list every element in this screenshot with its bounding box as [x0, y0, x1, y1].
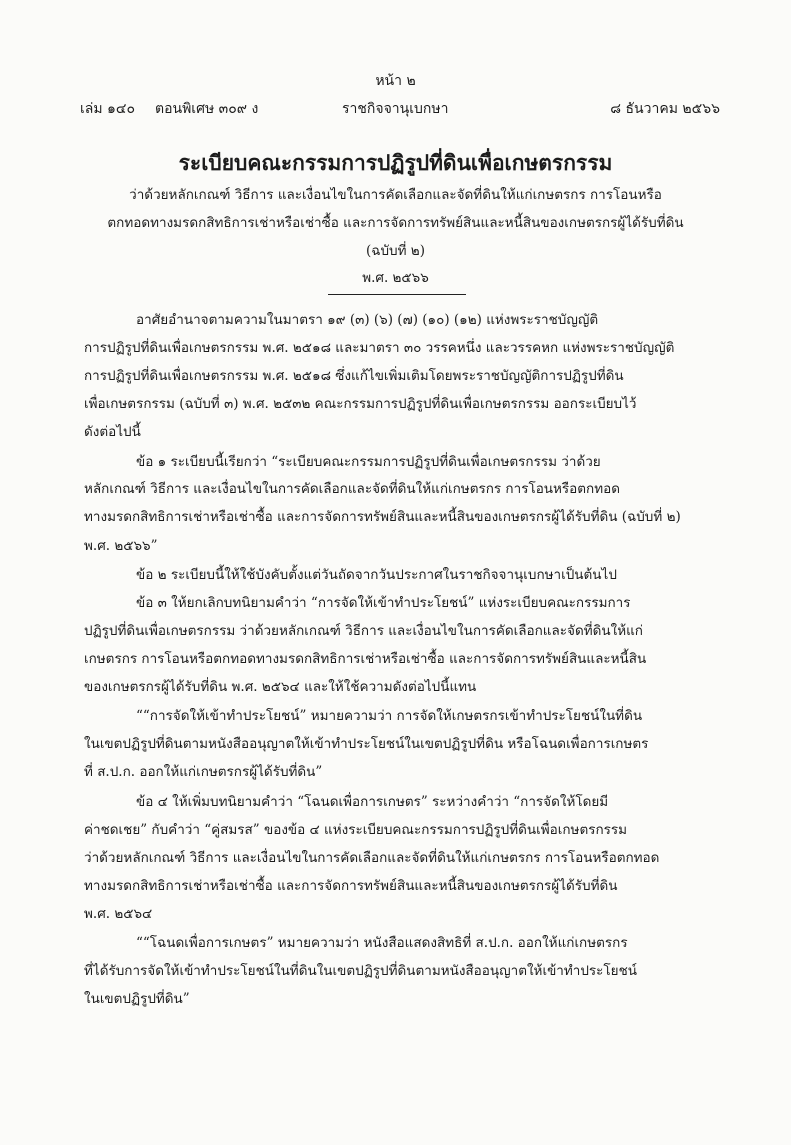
body-line: เพื่อเกษตรกรรม (ฉบับที่ ๓) พ.ศ. ๒๕๓๒ คณะกรรมการปฏิรูปที่ดินเพื่อเกษตรกรรม ออกระเบียบไว้: [84, 396, 637, 412]
body-line: ข้อ ๓ ให้ยกเลิกบทนิยามคำว่า “การจัดให้เข้าทำประโยชน์” แห่งระเบียบคณะกรรมการ: [136, 595, 631, 611]
regulation-year: พ.ศ. ๒๕๖๖: [362, 270, 429, 286]
body-line: ในเขตปฏิรูปที่ดิน”: [84, 991, 190, 1007]
body-line: อาศัยอำนาจตามความในมาตรา ๑๙ (๓) (๖) (๗) (๑๐) (๑๒) แห่งพระราชบัญญัติ: [136, 312, 599, 328]
body-line: ทางมรดกสิทธิการเช่าหรือเช่าซื้อ และการจัดการทรัพย์สินและหนี้สินของเกษตรกรผู้ได้รับที่ดิน: [84, 878, 618, 894]
regulation-subtitle: ตกทอดทางมรดกสิทธิการเช่าหรือเช่าซื้อ และการจัดการทรัพย์สินและหนี้สินของเกษตรกรผู้ได้รับที่ดิน: [107, 215, 684, 231]
body-line: การปฏิรูปที่ดินเพื่อเกษตรกรรม พ.ศ. ๒๕๑๘ และมาตรา ๓๐ วรรคหนึ่ง และวรรคหก แห่งพระราชบัญญัติ: [84, 340, 675, 356]
body-line: ค่าชดเชย” กับคำว่า “คู่สมรส” ของข้อ ๔ แห่งระเบียบคณะกรรมการปฏิรูปที่ดินเพื่อเกษตรกรรม: [84, 822, 628, 838]
body-line: ข้อ ๑ ระเบียบนี้เรียกว่า “ระเบียบคณะกรรมการปฏิรูปที่ดินเพื่อเกษตรกรรม ว่าด้วย: [136, 454, 601, 470]
page-number: หน้า ๒: [375, 73, 416, 89]
body-line: พ.ศ. ๒๕๖๖”: [84, 538, 158, 554]
body-line: ข้อ ๒ ระเบียบนี้ให้ใช้บังคับตั้งแต่วันถัดจากวันประกาศในราชกิจจานุเบกษาเป็นต้นไป: [136, 567, 617, 583]
body-line: หลักเกณฑ์ วิธีการ และเงื่อนไขในการคัดเลือกและจัดที่ดินให้แก่เกษตรกร การโอนหรือตกทอด: [84, 481, 620, 497]
regulation-subtitle: ว่าด้วยหลักเกณฑ์ วิธีการ และเงื่อนไขในการคัดเลือกและจัดที่ดินให้แก่เกษตรกร การโอนหรือ: [129, 187, 662, 203]
publication-date: ๘ ธันวาคม ๒๕๖๖: [610, 101, 720, 117]
body-line: เกษตรกร การโอนหรือตกทอดทางมรดกสิทธิการเช่าหรือเช่าซื้อ และการจัดการทรัพย์สินและหนี้สิน: [84, 651, 647, 667]
section-number: ตอนพิเศษ ๓๐๙ ง: [155, 101, 259, 117]
body-line: ว่าด้วยหลักเกณฑ์ วิธีการ และเงื่อนไขในการคัดเลือกและจัดที่ดินให้แก่เกษตรกร การโอนหรือตกทอด: [84, 850, 660, 866]
body-line: ที่ ส.ป.ก. ออกให้แก่เกษตรกรผู้ได้รับที่ดิน”: [84, 764, 323, 780]
body-line: ““การจัดให้เข้าทำประโยชน์” หมายความว่า การจัดให้เกษตรกรเข้าทำประโยชน์ในที่ดิน: [136, 708, 643, 724]
body-line: ที่ได้รับการจัดให้เข้าทำประโยชน์ในที่ดินในเขตปฏิรูปที่ดินตามหนังสืออนุญาตให้เข้าทำประโยชน์: [84, 963, 637, 979]
volume-number: เล่ม ๑๔๐: [80, 101, 136, 117]
body-line: ข้อ ๔ ให้เพิ่มบทนิยามคำว่า “โฉนดเพื่อการเกษตร” ระหว่างคำว่า “การจัดให้โดยมี: [136, 794, 609, 810]
regulation-title: ระเบียบคณะกรรมการปฏิรูปที่ดินเพื่อเกษตรกรรม: [178, 150, 613, 175]
body-line: ทางมรดกสิทธิการเช่าหรือเช่าซื้อ และการจัดการทรัพย์สินและหนี้สินของเกษตรกรผู้ได้รับที่ดิน (ฉบับที่ ๒): [84, 509, 681, 525]
body-line: ของเกษตรกรผู้ได้รับที่ดิน พ.ศ. ๒๕๖๔ และให้ใช้ความดังต่อไปนี้แทน: [84, 679, 477, 695]
title-divider: [328, 294, 466, 295]
body-line: ““โฉนดเพื่อการเกษตร” หมายความว่า หนังสือแสดงสิทธิที่ ส.ป.ก. ออกให้แก่เกษตรกร: [136, 935, 628, 951]
body-line: พ.ศ. ๒๕๖๔: [84, 906, 153, 922]
body-line: การปฏิรูปที่ดินเพื่อเกษตรกรรม พ.ศ. ๒๕๑๘ ซึ่งแก้ไขเพิ่มเติมโดยพระราชบัญญัติการปฏิรูปที่ดิน: [84, 368, 624, 384]
body-line: ปฏิรูปที่ดินเพื่อเกษตรกรรม ว่าด้วยหลักเกณฑ์ วิธีการ และเงื่อนไขในการคัดเลือกและจัดที่ดินให้แก่: [84, 623, 643, 639]
body-line: ในเขตปฏิรูปที่ดินตามหนังสืออนุญาตให้เข้าทำประโยชน์ในเขตปฏิรูปที่ดิน หรือโฉนดเพื่อการเกษตร: [84, 736, 649, 752]
regulation-edition: (ฉบับที่ ๒): [366, 243, 425, 259]
gazette-name: ราชกิจจานุเบกษา: [342, 101, 449, 117]
body-line: ดังต่อไปนี้: [84, 424, 141, 440]
